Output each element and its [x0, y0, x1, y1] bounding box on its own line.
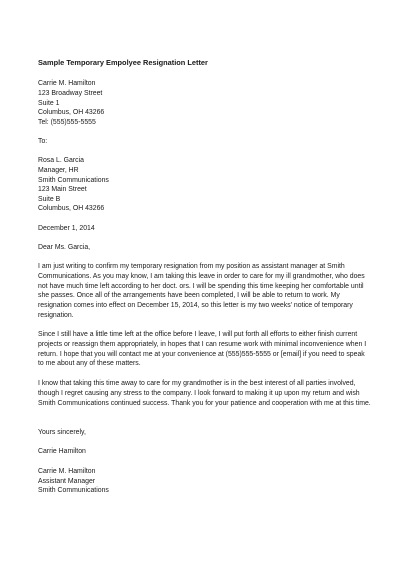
- recipient-street: 123 Main Street: [38, 186, 87, 193]
- paragraph-line: projects or reassign them appropriately, in hopes that I can resume work with minimal inconvenience when I: [38, 340, 367, 348]
- paragraph-line: Since I still have a little time left at the office before I leave, I will put forth all efforts to either finish current: [38, 331, 358, 338]
- recipient-name: Rosa L. Garcia: [38, 157, 84, 164]
- paragraph-line: resignation comes into effect on December 15, 2014, so this letter is my two weeks' notice of temporary: [38, 302, 353, 310]
- recipient-company: Smith Communications: [38, 177, 109, 184]
- closing: Yours sincerely,: [38, 429, 86, 436]
- recipient-city: Columbus, OH 43266: [38, 205, 105, 212]
- paragraph-line: resignation.: [38, 311, 74, 319]
- salutation: Dear Ms. Garcia,: [38, 244, 91, 251]
- paragraph-line: Smith Communications continued success. Thank you for your patience and cooperation with me at this time.: [38, 399, 371, 407]
- to-label: To:: [38, 138, 48, 145]
- paragraph-line: Communications. As you may know, I am taking this leave in order to care for my ill grandmother, who does: [38, 272, 365, 280]
- signature: Carrie Hamilton: [38, 448, 86, 455]
- body-paragraph-1: [38, 262, 368, 321]
- body-paragraph-2: [38, 330, 368, 369]
- sender-street: 123 Broadway Street: [38, 90, 103, 97]
- signoff-name: Carrie M. Hamilton: [38, 468, 96, 475]
- sender-city: Columbus, OH 43266: [38, 109, 105, 116]
- paragraph-line: return. I hope that you will contact me at your convenience at (555)555-5555 or [email] if you need to speak: [38, 350, 365, 358]
- paragraph-line: she passes. Once all of the arrangements have been completed, I will be able to return to work. My: [38, 292, 340, 300]
- paragraph-line: I know that taking this time away to care for my grandmother is in the best interest of all parties involved,: [38, 380, 356, 387]
- signoff-company: Smith Communications: [38, 487, 109, 494]
- paragraph-line: to me about any of these matters.: [38, 360, 141, 368]
- paragraph-line: though I regret causing any stress to the company. I look forward to making it up upon my return and wish: [38, 389, 360, 397]
- sender-suite: Suite 1: [38, 100, 60, 107]
- sender-name: Carrie M. Hamilton: [38, 80, 96, 87]
- letter-date: December 1, 2014: [38, 225, 95, 232]
- recipient-title: Manager, HR: [38, 167, 79, 174]
- signoff-title: Assistant Manager: [38, 478, 96, 485]
- paragraph-line: not have much time left according to her doct. ors. I will be spending this time keeping her comfortable until: [38, 282, 364, 290]
- sender-tel: Tel: (555)555-5555: [38, 119, 96, 126]
- letter-title: Sample Temporary Empolyee Resignation Letter: [38, 58, 208, 67]
- body-paragraph-3: [38, 379, 371, 408]
- recipient-suite: Suite B: [38, 196, 61, 203]
- paragraph-line: I am just writing to confirm my temporary resignation from my position as assistant manager at Smith: [38, 263, 345, 270]
